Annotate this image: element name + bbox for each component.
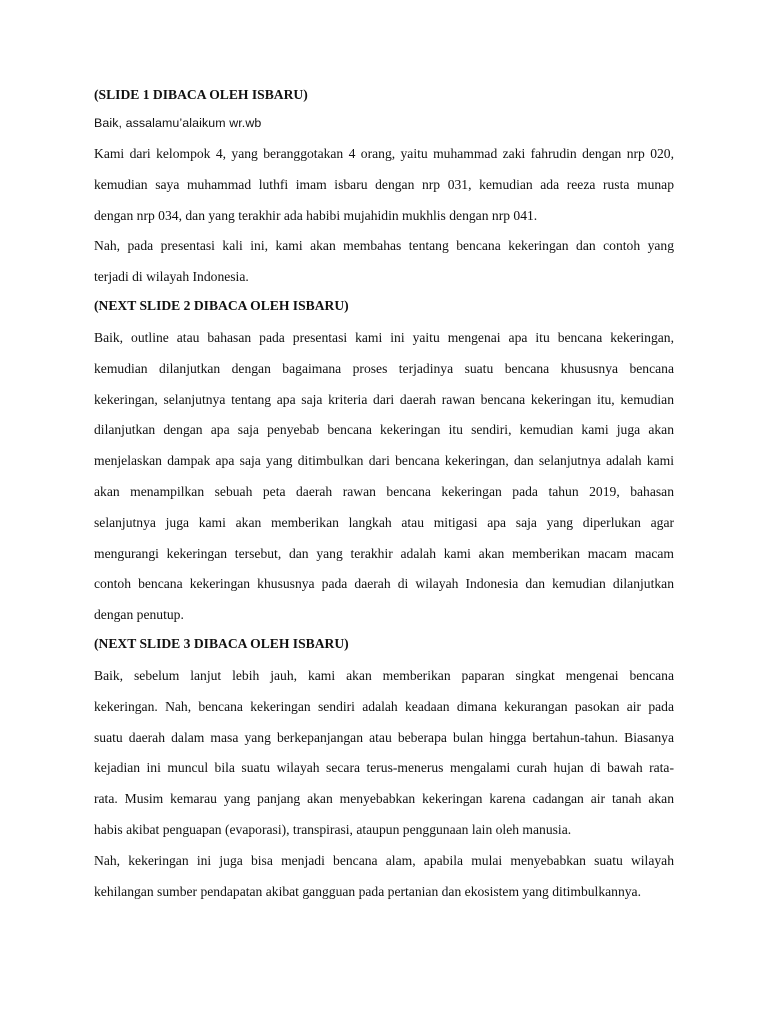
greeting-line: Baik, assalamu’alaikum wr.wb — [94, 116, 262, 130]
text-line: kekeringan. Nah, bencana kekeringan sendiri adalah keadaan dimana kekurangan pasokan air pada — [94, 698, 674, 714]
text-line: Kami dari kelompok 4, yang beranggotakan 4 orang, yaitu muhammad zaki fahrudin dengan nrp 020, — [94, 146, 674, 161]
paragraph — [94, 661, 674, 846]
section-heading: (NEXT SLIDE 2 DIBACA OLEH ISBARU) — [94, 297, 349, 313]
text-line: terjadi di wilayah Indonesia. — [94, 269, 249, 285]
text-line: habis akibat penguapan (evaporasi), transpirasi, ataupun penggunaan lain oleh manusia. — [94, 821, 572, 837]
text-line: suatu daerah dalam masa yang berkepanjangan atau beberapa bulan hingga bertahun-tahun. Biasanya — [94, 729, 674, 745]
paragraph — [94, 231, 674, 293]
text-line: selanjutnya juga kami akan memberikan langkah atau mitigasi apa saja yang diperlukan agar — [94, 514, 674, 530]
text-line: kemudian saya muhammad luthfi imam isbaru dengan nrp 031, kemudian ada reeza rusta munap — [94, 176, 674, 192]
text-line: kekeringan, selanjutnya tentang apa saja kriteria dari daerah rawan bencana kekeringan itu, kemudian — [94, 391, 674, 407]
section-heading: (SLIDE 1 DIBACA OLEH ISBARU) — [94, 87, 308, 102]
text-line: akan menampilkan sebuah peta daerah rawan bencana kekeringan pada tahun 2019, bahasan — [94, 483, 674, 499]
section-heading: (NEXT SLIDE 3 DIBACA OLEH ISBARU) — [94, 635, 349, 651]
text-line: rata. Musim kemarau yang panjang akan menyebabkan kekeringan karena cadangan air tanah akan — [94, 791, 674, 807]
paragraph — [94, 323, 674, 631]
text-line: dengan penutup. — [94, 607, 184, 623]
text-line: mengurangi kekeringan tersebut, dan yang terakhir adalah kami akan memberikan macam macam — [94, 545, 674, 561]
text-line: kehilangan sumber pendapatan akibat gangguan pada pertanian dan ekosistem yang ditimbulkannya. — [94, 883, 641, 899]
text-line: kejadian ini muncul bila suatu wilayah secara terus-menerus mengalami curah hujan di bawah rata- — [94, 760, 674, 776]
paragraph — [94, 139, 674, 231]
text-line: dilanjutkan dengan apa saja penyebab bencana kekeringan itu sendiri, kemudian kami juga akan — [94, 422, 674, 438]
text-line: kemudian dilanjutkan dengan bagaimana proses terjadinya suatu bencana khususnya bencana — [94, 360, 674, 376]
text-line: Nah, kekeringan ini juga bisa menjadi bencana alam, apabila mulai menyebabkan suatu wilayah — [94, 852, 674, 868]
text-line: dengan nrp 034, dan yang terakhir ada habibi mujahidin mukhlis dengan nrp 041. — [94, 207, 538, 223]
text-line: menjelaskan dampak apa saja yang ditimbulkan dari bencana kekeringan, dan selanjutnya adalah kami — [94, 453, 674, 469]
text-line: Nah, pada presentasi kali ini, kami akan membahas tentang bencana kekeringan dan contoh yang — [94, 238, 674, 254]
paragraph — [94, 846, 674, 908]
text-line: contoh bencana kekeringan khususnya pada daerah di wilayah Indonesia dan kemudian dilanjutkan — [94, 576, 674, 592]
text-line: Baik, outline atau bahasan pada presentasi kami ini yaitu mengenai apa itu bencana kekeringan, — [94, 329, 674, 345]
text-line: Baik, sebelum lanjut lebih jauh, kami akan memberikan paparan singkat mengenai bencana — [94, 667, 674, 683]
